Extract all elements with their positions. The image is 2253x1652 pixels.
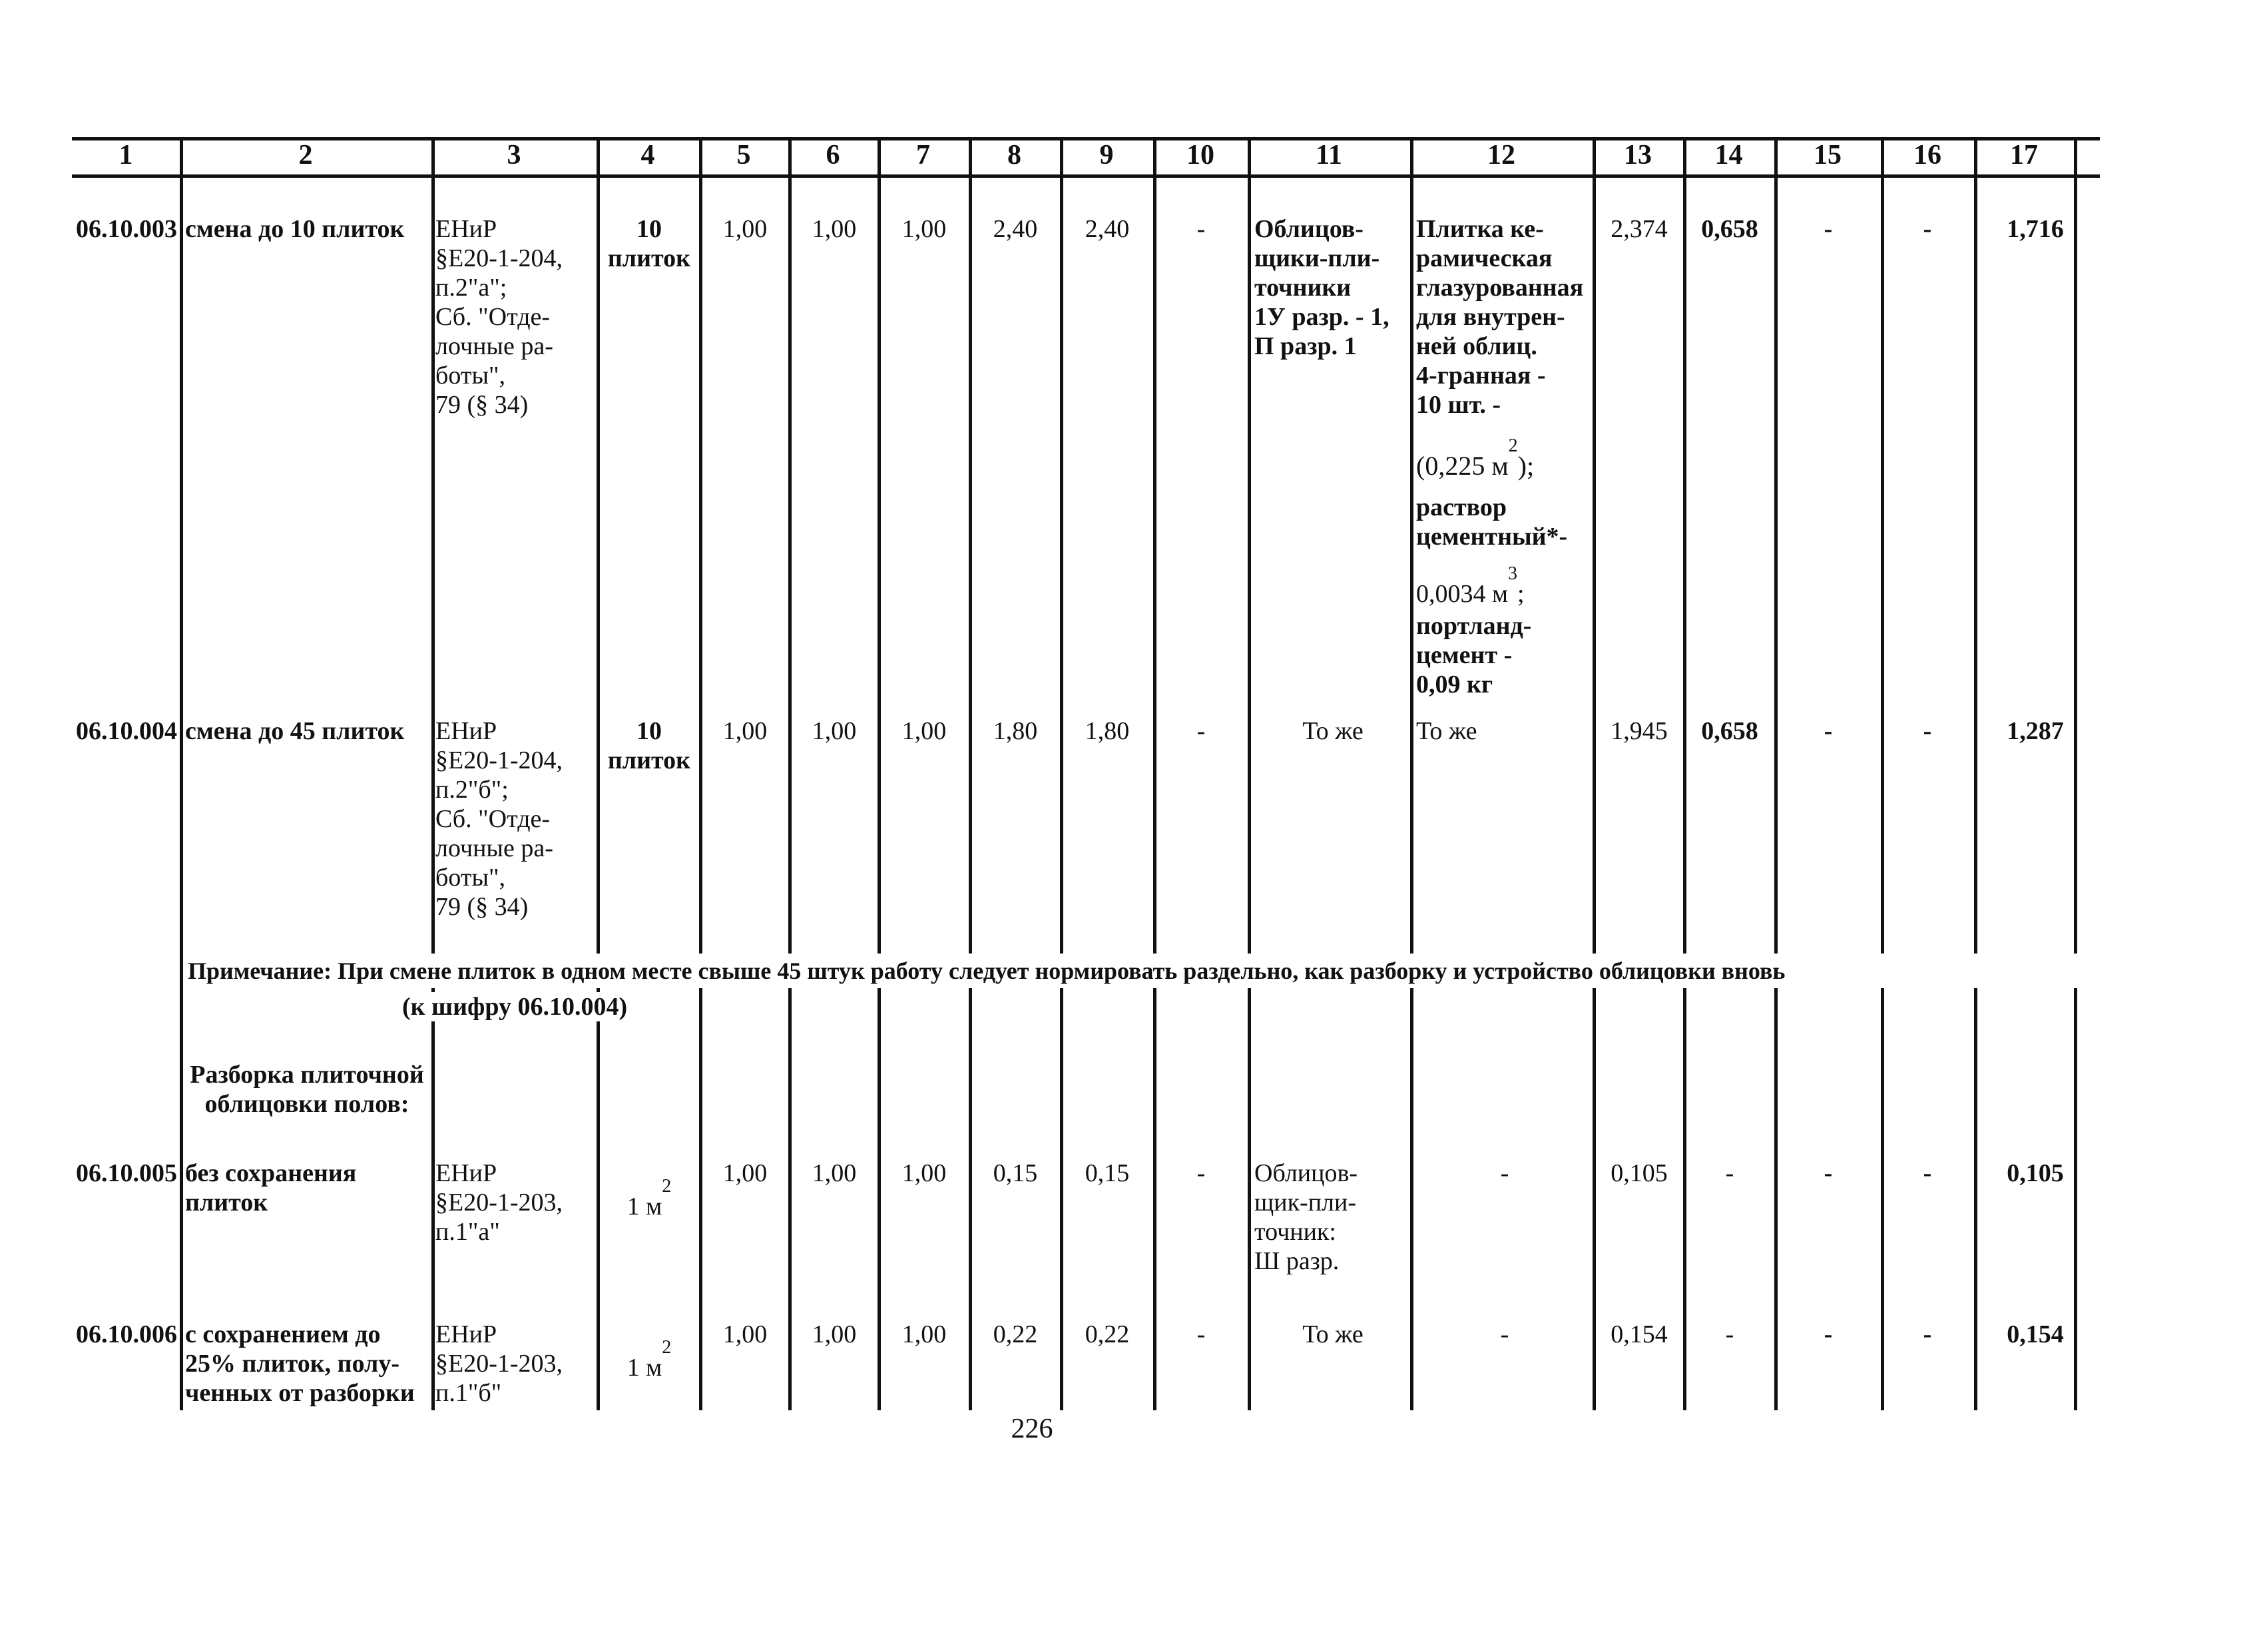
row2-col14: 0,658 xyxy=(1701,717,1758,745)
row1-col9: 2,40 xyxy=(1085,215,1130,243)
column-line-2-lower xyxy=(431,988,435,1410)
row3-col13: 0,105 xyxy=(1611,1159,1668,1187)
row1-norm: ЕНиР §Е20-1-204, п.2"а"; Сб. "Отде- лочные ра- боты", 79 (§ 34) xyxy=(435,215,563,419)
row2-col15: - xyxy=(1824,717,1833,745)
row2-col9: 1,80 xyxy=(1085,717,1130,745)
row2-norm: ЕНиР §Е20-1-204, п.2"б"; Сб. "Отде- лочные ра- боты", 79 (§ 34) xyxy=(435,717,563,921)
row4-code: 06.10.006 xyxy=(76,1320,177,1348)
column-line-6-upper xyxy=(877,137,881,954)
header-col-17: 17 xyxy=(2010,140,2038,170)
row4-unit: 1 $м^2$ xyxy=(626,1337,672,1382)
page-number: 226 xyxy=(1011,1414,1053,1444)
column-line-17-upper xyxy=(2074,137,2077,954)
column-line-14-upper xyxy=(1774,137,1778,954)
row2-col7: 1,00 xyxy=(901,717,947,745)
header-col-9: 9 xyxy=(1099,140,1114,170)
row1-name: смена до 10 плиток xyxy=(185,215,405,243)
column-line-5-upper xyxy=(788,137,792,954)
row2-name: смена до 45 плиток xyxy=(185,717,405,745)
header-col-7: 7 xyxy=(916,140,930,170)
row2-col13: 1,945 xyxy=(1611,717,1668,745)
row2-code: 06.10.004 xyxy=(76,717,177,745)
column-line-9-upper xyxy=(1153,137,1156,954)
row3-norm: ЕНиР §Е20-1-203, п.1"а" xyxy=(435,1159,563,1246)
row1-col16: - xyxy=(1923,215,1932,243)
column-line-9-lower xyxy=(1153,988,1156,1410)
row4-name: с сохранением до 25% плиток, полу- ченных от разборки xyxy=(185,1320,415,1407)
note-line-2: (к шифру 06.10.004) xyxy=(399,992,630,1021)
row3-col7: 1,00 xyxy=(901,1159,947,1187)
header-col-11: 11 xyxy=(1316,140,1342,170)
row3-col15: - xyxy=(1824,1159,1833,1187)
header-col-16: 16 xyxy=(1913,140,1941,170)
header-col-5: 5 xyxy=(736,140,751,170)
column-line-16-lower xyxy=(1974,988,1977,1410)
row1-col17: 1,716 xyxy=(2007,215,2064,243)
row2-col6: 1,00 xyxy=(812,717,857,745)
column-line-8-lower xyxy=(1060,988,1063,1410)
column-line-14-lower xyxy=(1774,988,1778,1410)
note-line-1: Примечание: При смене плиток в одном месте свыше 45 штук работу следует нормировать раздельно, как разборку и устройство облицовки вновь xyxy=(188,956,1789,985)
row3-materials: - xyxy=(1500,1159,1509,1187)
row3-col17: 0,105 xyxy=(2007,1159,2064,1187)
row1-code: 06.10.003 xyxy=(76,215,177,243)
column-line-12-upper xyxy=(1593,137,1596,954)
row1-col6: 1,00 xyxy=(812,215,857,243)
row1-material-volume: 0,0034 $м^3$; xyxy=(1416,563,1525,608)
row1-col13: 2,374 xyxy=(1611,215,1668,243)
row2-workers: То же xyxy=(1302,717,1364,745)
row1-col10: - xyxy=(1196,215,1206,243)
column-line-4-upper xyxy=(699,137,702,954)
row4-col7: 1,00 xyxy=(901,1320,947,1348)
header-col-12: 12 xyxy=(1487,140,1515,170)
row3-col9: 0,15 xyxy=(1085,1159,1130,1187)
row4-col5: 1,00 xyxy=(722,1320,768,1348)
row2-col5: 1,00 xyxy=(722,717,768,745)
header-col-2: 2 xyxy=(298,140,313,170)
row4-col9: 0,22 xyxy=(1085,1320,1130,1348)
row2-col10: - xyxy=(1196,717,1206,745)
row2-col8: 1,80 xyxy=(993,717,1038,745)
column-line-7-upper xyxy=(969,137,972,954)
column-line-10-upper xyxy=(1248,137,1251,954)
row4-col16: - xyxy=(1923,1320,1932,1348)
header-col-15: 15 xyxy=(1814,140,1842,170)
row1-material-cement: портланд- цемент - 0,09 кг xyxy=(1416,612,1532,698)
row1-materials: Плитка ке- рамическая глазурованная для внутрен- ней облиц. 4-гранная - 10 шт. - xyxy=(1416,215,1584,419)
row1-material-mortar: раствор цементный*- xyxy=(1416,493,1568,551)
section-heading: Разборка плиточной облицовки полов: xyxy=(190,1061,424,1118)
column-line-2-upper xyxy=(431,137,435,954)
row3-col14: - xyxy=(1725,1159,1734,1187)
row3-workers: Облицов- щик-пли- точник: Ш разр. xyxy=(1254,1159,1358,1275)
header-col-14: 14 xyxy=(1714,140,1743,170)
column-line-11-upper xyxy=(1410,137,1413,954)
row4-col10: - xyxy=(1196,1320,1206,1348)
row2-col17: 1,287 xyxy=(2007,717,2064,745)
column-line-1 xyxy=(180,137,183,1410)
header-col-8: 8 xyxy=(1007,140,1021,170)
row1-material-area: (0,225 $м^2$); xyxy=(1416,435,1535,481)
header-col-3: 3 xyxy=(507,140,521,170)
row4-norm: ЕНиР §Е20-1-203, п.1"б" xyxy=(435,1320,563,1407)
row3-unit: 1 $м^2$ xyxy=(626,1176,672,1221)
column-line-13-upper xyxy=(1683,137,1686,954)
row4-col8: 0,22 xyxy=(993,1320,1038,1348)
row2-materials: То же xyxy=(1416,717,1477,745)
row3-code: 06.10.005 xyxy=(76,1159,177,1187)
row3-col6: 1,00 xyxy=(812,1159,857,1187)
row3-col16: - xyxy=(1923,1159,1932,1187)
row1-workers: Облицов- щики-пли- точники 1У разр. - 1, П разр. 1 xyxy=(1254,215,1389,360)
row1-col5: 1,00 xyxy=(722,215,768,243)
header-col-1: 1 xyxy=(119,140,133,170)
header-col-10: 10 xyxy=(1186,140,1214,170)
row4-col15: - xyxy=(1824,1320,1833,1348)
row2-col16: - xyxy=(1923,717,1932,745)
header-col-13: 13 xyxy=(1624,140,1652,170)
row3-name: без сохранения плиток xyxy=(185,1159,357,1217)
row1-col8: 2,40 xyxy=(993,215,1038,243)
row4-col6: 1,00 xyxy=(812,1320,857,1348)
row4-workers: То же xyxy=(1302,1320,1364,1348)
column-line-16-upper xyxy=(1974,137,1977,954)
row4-col17: 0,154 xyxy=(2007,1320,2064,1348)
row3-col5: 1,00 xyxy=(722,1159,768,1187)
row1-col15: - xyxy=(1824,215,1833,243)
row1-unit: 10 плиток xyxy=(607,215,691,272)
row4-col14: - xyxy=(1725,1320,1734,1348)
column-line-10-lower xyxy=(1248,988,1251,1410)
row4-materials: - xyxy=(1500,1320,1509,1348)
column-line-8-upper xyxy=(1060,137,1063,954)
row2-unit: 10 плиток xyxy=(607,717,691,774)
row4-col13: 0,154 xyxy=(1611,1320,1668,1348)
row1-col7: 1,00 xyxy=(901,215,947,243)
header-col-4: 4 xyxy=(640,140,655,170)
header-col-6: 6 xyxy=(826,140,840,170)
row1-col14: 0,658 xyxy=(1701,215,1758,243)
header-bottom-rule xyxy=(72,174,2100,178)
row3-col10: - xyxy=(1196,1159,1206,1187)
column-line-15-upper xyxy=(1881,137,1884,954)
row3-col8: 0,15 xyxy=(993,1159,1038,1187)
